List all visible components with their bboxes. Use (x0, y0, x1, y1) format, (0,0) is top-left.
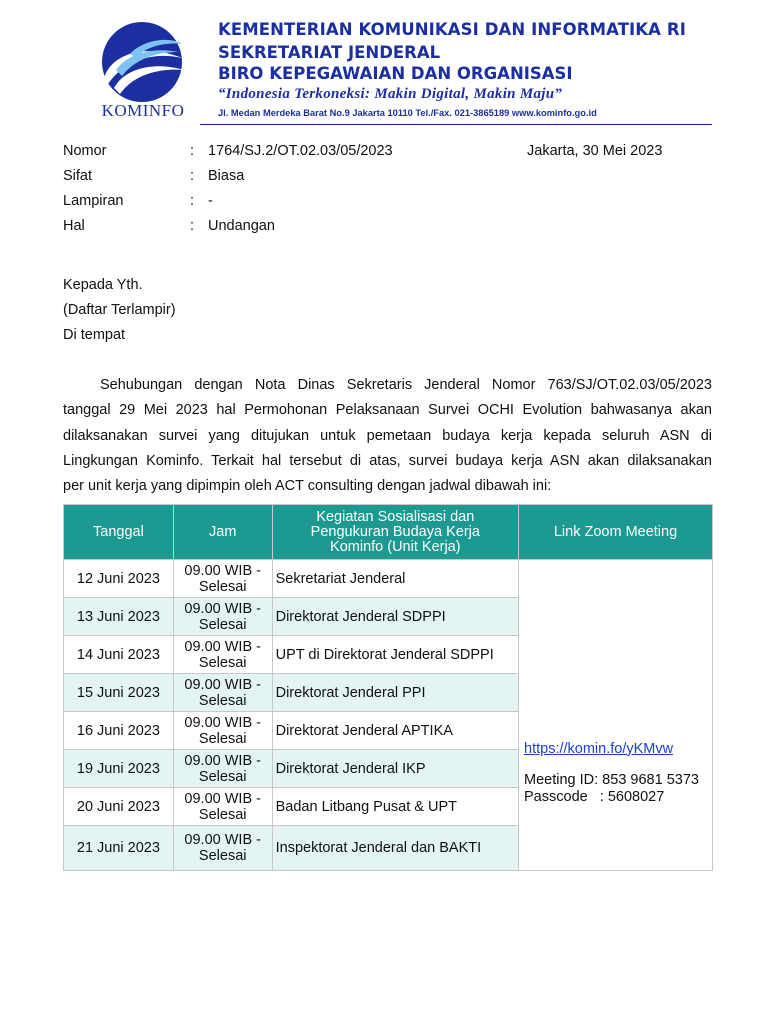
row-time-start: 09.00 WIB - (184, 676, 261, 693)
row-time-end: Selesai (198, 654, 247, 671)
nomor-colon: : (190, 143, 195, 159)
row-time-start: 09.00 WIB - (184, 562, 261, 579)
header-link: Link Zoom Meeting (519, 505, 713, 560)
body-line-4: Lingkungan Kominfo. Terkait hal tersebut di atas, survei budaya kerja ASN akan dilaksanakan (63, 453, 712, 469)
row-time (173, 788, 272, 826)
row-time-end: Selesai (198, 692, 247, 709)
row-time-end: Selesai (198, 730, 247, 747)
ministry-name: KEMENTERIAN KOMUNIKASI DAN INFORMATIKA RI (218, 20, 686, 39)
row-date: 21 Juni 2023 (64, 826, 174, 871)
row-time-start: 09.00 WIB - (184, 714, 261, 731)
sifat-colon: : (190, 168, 195, 184)
row-time (173, 560, 272, 598)
row-date: 16 Juni 2023 (64, 712, 174, 750)
row-date: 14 Juni 2023 (64, 636, 174, 674)
sifat-value: Biasa (208, 168, 245, 184)
body-line-3: dilaksanakan survei yang ditujukan untuk pemetaan budaya kerja kepada seluruh ASN di (63, 428, 712, 444)
row-unit: Direktorat Jenderal IKP (272, 750, 518, 788)
header-kegiatan-line-1: Kegiatan Sosialisasi dan (316, 508, 475, 525)
zoom-info-cell (519, 560, 713, 871)
body-line-5: per unit kerja yang dipimpin oleh ACT consulting dengan jadwal dibawah ini: (63, 478, 552, 494)
row-time-start: 09.00 WIB - (184, 752, 261, 769)
row-time (173, 712, 272, 750)
row-unit: Direktorat Jenderal PPI (272, 674, 518, 712)
logo-wordmark: KOMINFO (101, 101, 185, 120)
row-unit: UPT di Direktorat Jenderal SDPPI (272, 636, 518, 674)
row-time (173, 750, 272, 788)
row-time (173, 674, 272, 712)
row-unit: Inspektorat Jenderal dan BAKTI (272, 826, 518, 871)
row-time (173, 826, 272, 871)
recipient-line-2: (Daftar Terlampir) (63, 302, 176, 318)
row-time-end: Selesai (198, 578, 247, 595)
row-time-start: 09.00 WIB - (184, 600, 261, 617)
row-time-start: 09.00 WIB - (184, 638, 261, 655)
hal-value: Undangan (208, 218, 275, 234)
row-time (173, 636, 272, 674)
bureau-name: BIRO KEPEGAWAIAN DAN ORGANISASI (218, 64, 573, 83)
row-date: 19 Juni 2023 (64, 750, 174, 788)
row-time-end: Selesai (198, 848, 247, 864)
body-line-2: tanggal 29 Mei 2023 hal Permohonan Pelaksanaan Survei OCHI Evolution bahwasanya akan (63, 402, 712, 418)
hal-colon: : (190, 218, 195, 234)
row-date: 20 Juni 2023 (64, 788, 174, 826)
row-unit: Direktorat Jenderal SDPPI (272, 598, 518, 636)
zoom-passcode: Passcode : 5608027 (524, 788, 665, 805)
table-header-row (64, 505, 713, 560)
letterhead-motto: “Indonesia Terkoneksi: Makin Digital, Makin Maju” (218, 86, 563, 102)
lampiran-label: Lampiran (63, 193, 124, 209)
row-time (173, 598, 272, 636)
schedule-table (63, 504, 713, 871)
header-kegiatan-line-3: Kominfo (Unit Kerja) (330, 538, 461, 555)
row-unit: Sekretariat Jenderal (272, 560, 518, 598)
letterhead-divider (200, 124, 712, 125)
recipient-line-3: Di tempat (63, 327, 126, 343)
row-date: 15 Juni 2023 (64, 674, 174, 712)
recipient-line-1: Kepada Yth. (63, 277, 143, 293)
hal-label: Hal (63, 218, 85, 234)
lampiran-colon: : (190, 193, 195, 209)
secretariat-name: SEKRETARIAT JENDERAL (218, 43, 441, 62)
header-kegiatan-line-2: Pengukuran Budaya Kerja (310, 523, 480, 540)
nomor-label: Nomor (63, 143, 107, 159)
header-kegiatan (272, 505, 518, 560)
lampiran-value: - (208, 193, 213, 209)
place-date: Jakarta, 30 Mei 2023 (527, 143, 663, 159)
row-time-start: 09.00 WIB - (184, 790, 261, 807)
body-line-1: Sehubungan dengan Nota Dinas Sekretaris Jenderal Nomor 763/SJ/OT.02.03/05/2023 (100, 377, 712, 393)
zoom-link[interactable]: https://komin.fo/yKMvw (524, 740, 674, 757)
header-tanggal: Tanggal (64, 505, 174, 560)
letterhead-address: Jl. Medan Merdeka Barat No.9 Jakarta 10110 Tel./Fax. 021-3865189 www.kominfo.go.id (218, 108, 597, 118)
row-time-start: 09.00 WIB - (184, 832, 261, 848)
row-time-end: Selesai (198, 806, 247, 823)
table-row (64, 560, 713, 598)
row-time-end: Selesai (198, 616, 247, 633)
row-unit: Direktorat Jenderal APTIKA (272, 712, 518, 750)
sifat-label: Sifat (63, 168, 93, 184)
nomor-value: 1764/SJ.2/OT.02.03/05/2023 (208, 143, 393, 159)
row-date: 12 Juni 2023 (64, 560, 174, 598)
row-date: 13 Juni 2023 (64, 598, 174, 636)
row-unit: Badan Litbang Pusat & UPT (272, 788, 518, 826)
row-time-end: Selesai (198, 768, 247, 785)
header-jam: Jam (173, 505, 272, 560)
zoom-meeting-id: Meeting ID: 853 9681 5373 (524, 771, 699, 788)
